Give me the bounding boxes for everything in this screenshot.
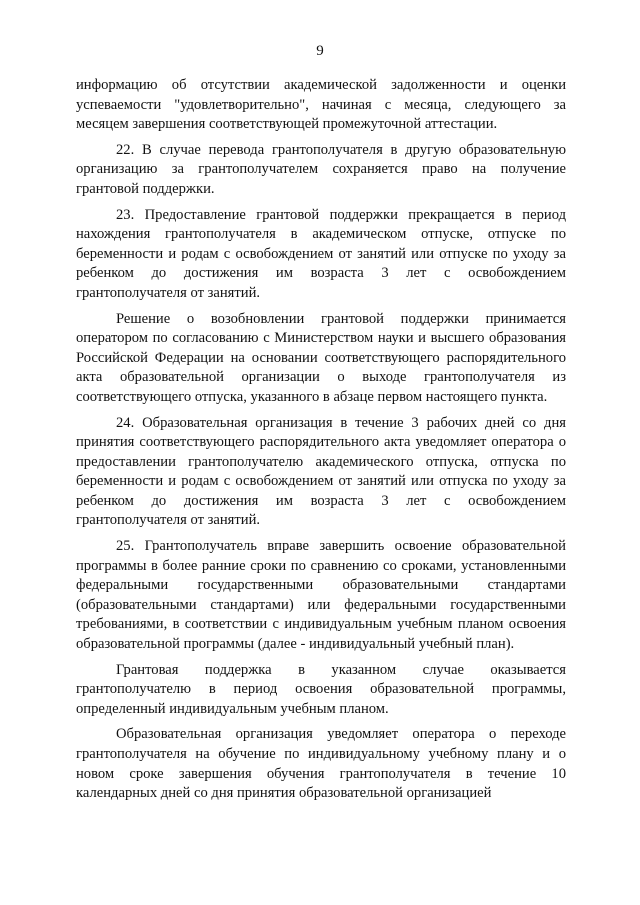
paragraph-item-24: 24. Образовательная организация в течение 3 рабочих дней со дня принятия соответствующего распорядительного акта уведомляет оператора о предоставлении грантополучателю академического отпуска, отпуска по беременности и родам с освобождением от занятий или отпуска по уходу за ребенком до достижения им возраста 3 лет с освобождением грантополучателя от занятий.	[76, 414, 566, 529]
document-body	[76, 76, 566, 804]
paragraph-grant-support-case: Грантовая поддержка в указанном случае оказывается грантополучателю в период освоения образовательной программы, определенный индивидуальным учебным планом.	[76, 661, 566, 717]
paragraph-continuation: информацию об отсутствии академической задолженности и оценки успеваемости "удовлетворительно", начиная с месяца, следующего за месяцем завершения соответствующей промежуточной аттестации.	[76, 77, 566, 133]
paragraph-item-23: 23. Предоставление грантовой поддержки прекращается в период нахождения грантополучателя в академическом отпуске, отпуске по беременности и родам с освобождением от занятий или отпуске по уходу за ребенком до достижения им возраста 3 лет с освобождением грантополучателя от занятий.	[76, 206, 566, 301]
paragraph-item-25: 25. Грантополучатель вправе завершить освоение образовательной программы в более ранние сроки по сравнению со сроками, установленными федеральными государственными образовательными стандартами (образовательными стандартами) или федеральными государственными требованиями, в соответствии с индивидуальным учебным планом освоения образовательной программы (далее - индивидуальный учебный план).	[76, 538, 566, 653]
paragraph-item-22: 22. В случае перевода грантополучателя в другую образовательную организацию за грантополучателем сохраняется право на получение грантовой поддержки.	[76, 141, 566, 197]
paragraph-notification: Образовательная организация уведомляет оператора о переходе грантополучателя на обучение по индивидуальному учебному плану и о новом сроке завершения обучения грантополучателя в течение 10 календарных дней со дня принятия образовательной организацией	[76, 726, 566, 802]
paragraph-resumption-decision: Решение о возобновлении грантовой поддержки принимается оператором по согласованию с Министерством науки и высшего образования Российской Федерации на основании соответствующего распорядительного акта образовательной организации о выходе грантополучателя из соответствующего отпуска, указанного в абзаце первом настоящего пункта.	[76, 310, 566, 405]
page-number: 9	[316, 43, 324, 59]
